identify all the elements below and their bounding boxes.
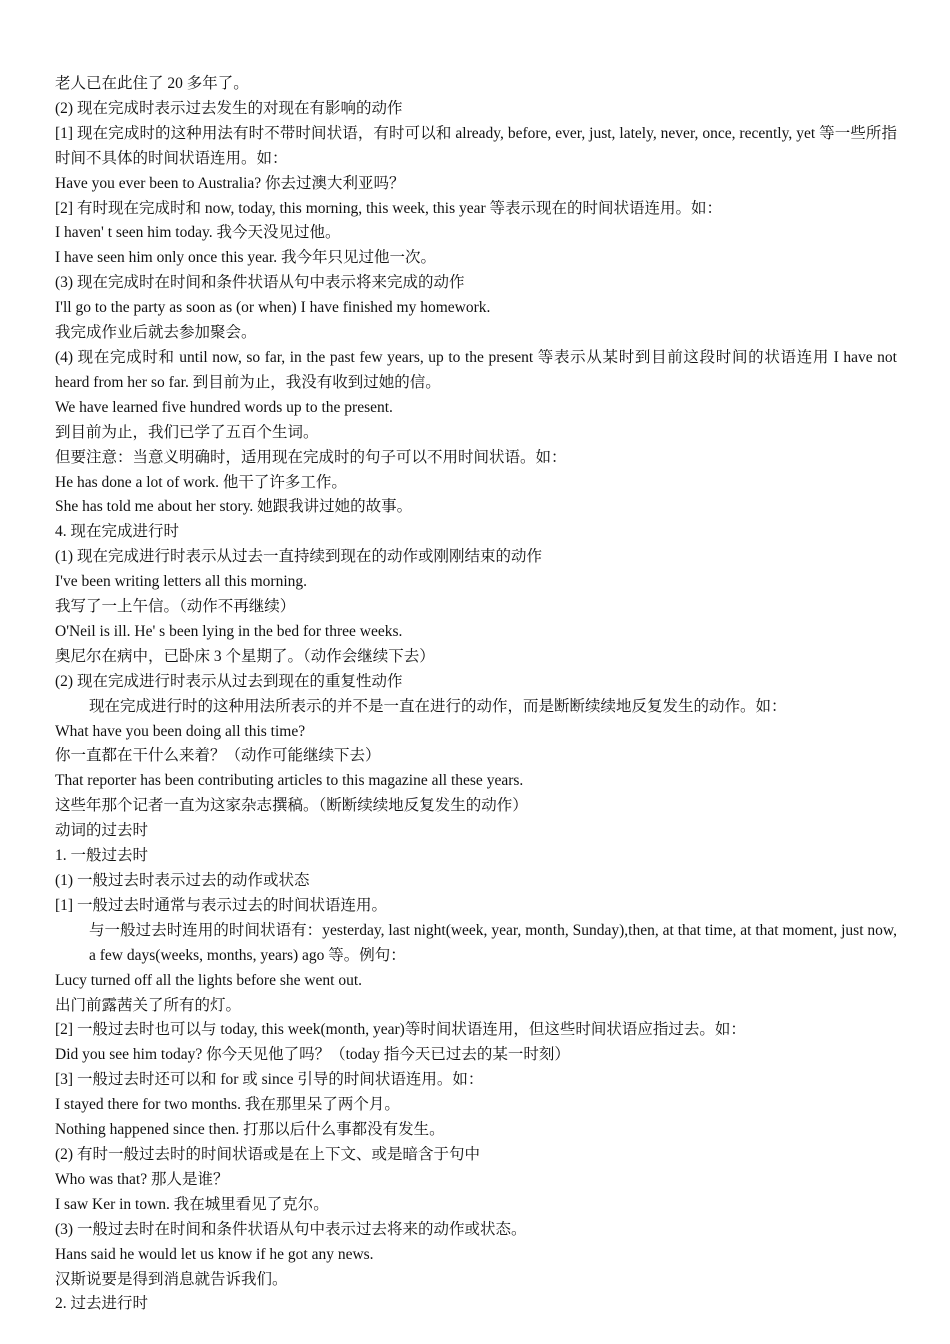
section-heading: (2) 有时一般过去时的时间状语或是在上下文、或是暗含于句中 — [55, 1145, 480, 1163]
example-sentence: Lucy turned off all the lights before she went out. — [55, 971, 363, 989]
example-translation: 到目前为止，我们已学了五百个生词。 — [55, 423, 319, 441]
example-sentence: That reporter has been contributing articles to this magazine all these years. — [55, 772, 524, 790]
section-heading: (2) 现在完成进行时表示从过去到现在的重复性动作 — [55, 672, 403, 690]
paragraph: [1] 现在完成时的这种用法有时不带时间状语，有时可以和 already, before, ever, just, lately, never, once, recently, yet 等一些所指时间不具体的时间状语连用。如： — [55, 124, 897, 167]
chapter-heading: 1. 一般过去时 — [55, 847, 149, 865]
example-sentence: I've been writing letters all this morning. — [55, 573, 308, 591]
section-heading: (1) 一般过去时表示过去的动作或状态 — [55, 872, 310, 889]
example-sentence: He has done a lot of work. 他干了许多工作。 — [55, 473, 347, 491]
example-sentence: Hans said he would let us know if he got any news. — [55, 1245, 374, 1263]
document-page — [55, 72, 897, 1317]
example-sentence: She has told me about her story. 她跟我讲过她的故事。 — [55, 498, 413, 516]
example-translation: 我完成作业后就去参加聚会。 — [55, 324, 257, 342]
paragraph: (4) 现在完成时和 until now, so far, in the past few years, up to the present 等表示从某时到目前这段时间的状语连用 I have not heard from her so far. 到目前为止，我没有收到过她的信。 — [55, 348, 897, 391]
topic-heading: 动词的过去时 — [55, 822, 149, 840]
example-sentence: Nothing happened since then. 打那以后什么事都没有发生。 — [55, 1121, 445, 1139]
example-sentence: What have you been doing all this time? — [55, 722, 306, 740]
section-heading: (2) 现在完成时表示过去发生的对现在有影响的动作 — [55, 99, 403, 117]
paragraph: [2] 有时现在完成时和 now, today, this morning, this week, this year 等表示现在的时间状语连用。如： — [55, 199, 723, 217]
example-sentence: I haven' t seen him today. 我今天没见过他。 — [55, 224, 341, 242]
paragraph: [2] 一般过去时也可以与 today, this week(month, year)等时间状语连用，但这些时间状语应指过去。如： — [55, 1021, 746, 1039]
chapter-heading: 2. 过去进行时 — [55, 1295, 149, 1313]
example-sentence: Who was that? 那人是谁？ — [55, 1170, 229, 1188]
example-translation: 奥尼尔在病中，已卧床 3 个星期了。（动作会继续下去） — [55, 647, 435, 665]
paragraph: [3] 一般过去时还可以和 for 或 since 引导的时间状语连用。如： — [55, 1071, 484, 1089]
example-translation: 这些年那个记者一直为这家杂志撰稿。（断断续续地反复发生的动作） — [55, 797, 528, 815]
chapter-heading: 4. 现在完成进行时 — [55, 523, 180, 541]
example-sentence: O'Neil is ill. He' s been lying in the bed for three weeks. — [55, 622, 403, 640]
example-sentence: I stayed there for two months. 我在那里呆了两个月。 — [55, 1096, 400, 1114]
section-heading: (1) 现在完成进行时表示从过去一直持续到现在的动作或刚刚结束的动作 — [55, 548, 542, 566]
example-sentence: We have learned five hundred words up to the present. — [55, 398, 393, 416]
example-sentence: Did you see him today? 你今天见他了吗？（today 指今天已过去的某一时刻） — [55, 1046, 570, 1064]
example-sentence: I have seen him only once this year. 我今年只见过他一次。 — [55, 249, 436, 267]
section-heading: (3) 现在完成时在时间和条件状语从句中表示将来完成的动作 — [55, 274, 465, 292]
text-line: 老人已在此住了 20 多年了。 — [55, 75, 249, 92]
section-heading: (3) 一般过去时在时间和条件状语从句中表示过去将来的动作或状态。 — [55, 1220, 527, 1238]
note-text: 但要注意：当意义明确时，适用现在完成时的句子可以不用时间状语。如： — [55, 448, 567, 466]
example-translation: 出门前露茜关了所有的灯。 — [55, 996, 242, 1014]
example-sentence: I saw Ker in town. 我在城里看见了克尔。 — [55, 1195, 329, 1213]
example-sentence: Have you ever been to Australia? 你去过澳大利亚吗？ — [55, 174, 405, 192]
example-sentence: I'll go to the party as soon as (or when) I have finished my homework. — [55, 299, 491, 317]
example-translation: 汉斯说要是得到消息就告诉我们。 — [55, 1270, 288, 1288]
example-translation: 你一直都在干什么来着？（动作可能继续下去） — [55, 747, 381, 765]
paragraph: [1] 一般过去时通常与表示过去的时间状语连用。 — [55, 896, 387, 914]
indented-paragraph: 现在完成进行时的这种用法所表示的并不是一直在进行的动作，而是断断续续地反复发生的动作。如： — [89, 697, 787, 715]
indented-paragraph: 与一般过去时连用的时间状语有：yesterday, last night(week, year, month, Sunday),then, at that time, at that moment, just now, a few days(weeks, months, years) ago 等。例句： — [89, 921, 897, 964]
example-translation: 我写了一上午信。（动作不再继续） — [55, 598, 296, 616]
